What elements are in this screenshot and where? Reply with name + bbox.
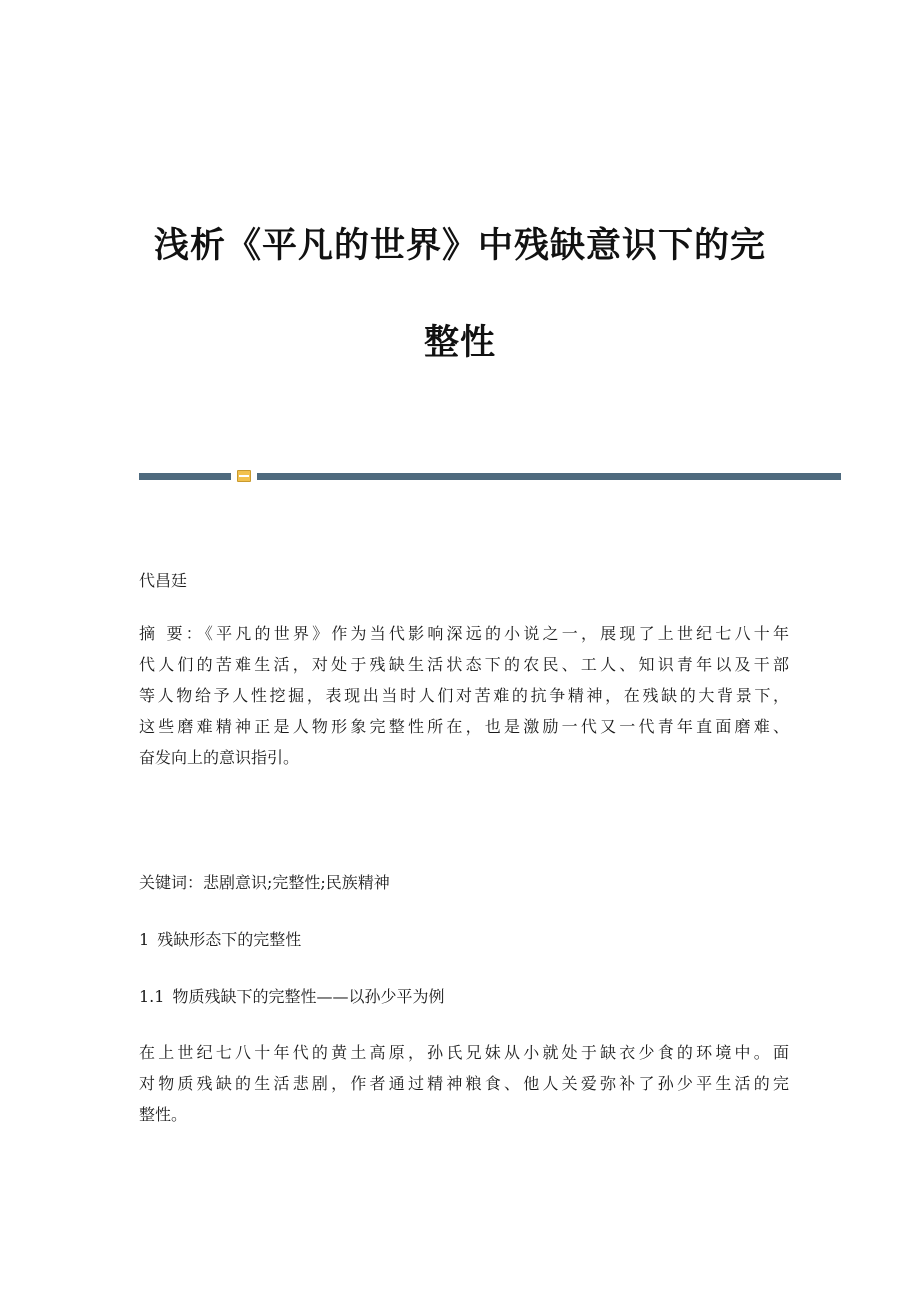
title-divider (139, 470, 841, 482)
section-title: 残缺形态下的完整性 (157, 930, 302, 949)
abstract-text: 《平凡的世界》作为当代影响深远的小说之一，展现了上世纪七八十年 (204, 624, 789, 643)
section-number: 1 (139, 930, 150, 949)
abstract-line-2: 代人们的苦难生活，对处于残缺生活状态下的农民、工人、知识青年以及干部 (139, 655, 789, 674)
keywords-text: 悲剧意识;完整性;民族精神 (203, 873, 390, 892)
body-line-1: 在上世纪七八十年代的黄土高原，孙氏兄妹从小就处于缺衣少食的环境中。面 (139, 1043, 789, 1062)
abstract-label: 摘 要： (139, 624, 205, 643)
author-name: 代昌廷 (139, 571, 188, 590)
body-line-3: 整性。 (139, 1105, 188, 1124)
divider-bar-right (257, 473, 841, 480)
envelope-icon (237, 470, 251, 482)
abstract-line-3: 等人物给予人性挖掘，表现出当时人们对苦难的抗争精神，在残缺的大背景下， (139, 686, 789, 705)
subsection-number: 1.1 (139, 987, 165, 1006)
keywords (139, 867, 789, 898)
section-heading-1 (139, 924, 789, 955)
abstract-line-1 (139, 618, 789, 649)
section-heading-1-1 (139, 981, 789, 1012)
body-line-2: 对物质残缺的生活悲剧，作者通过精神粮食、他人关爱弥补了孙少平生活的完 (139, 1074, 789, 1093)
subsection-title: 物质残缺下的完整性——以孙少平为例 (172, 987, 445, 1006)
document-title-line-1: 浅析《平凡的世界》中残缺意识下的完 (153, 226, 766, 266)
abstract-line-4: 这些磨难精神正是人物形象完整性所在，也是激励一代又一代青年直面磨难、 (139, 717, 789, 736)
abstract (139, 618, 789, 773)
body-paragraph (139, 1037, 789, 1130)
document-title-line-2: 整性 (423, 323, 496, 363)
abstract-line-5: 奋发向上的意识指引。 (139, 748, 300, 767)
divider-bar-left (139, 473, 231, 480)
keywords-label: 关键词： (139, 873, 204, 892)
